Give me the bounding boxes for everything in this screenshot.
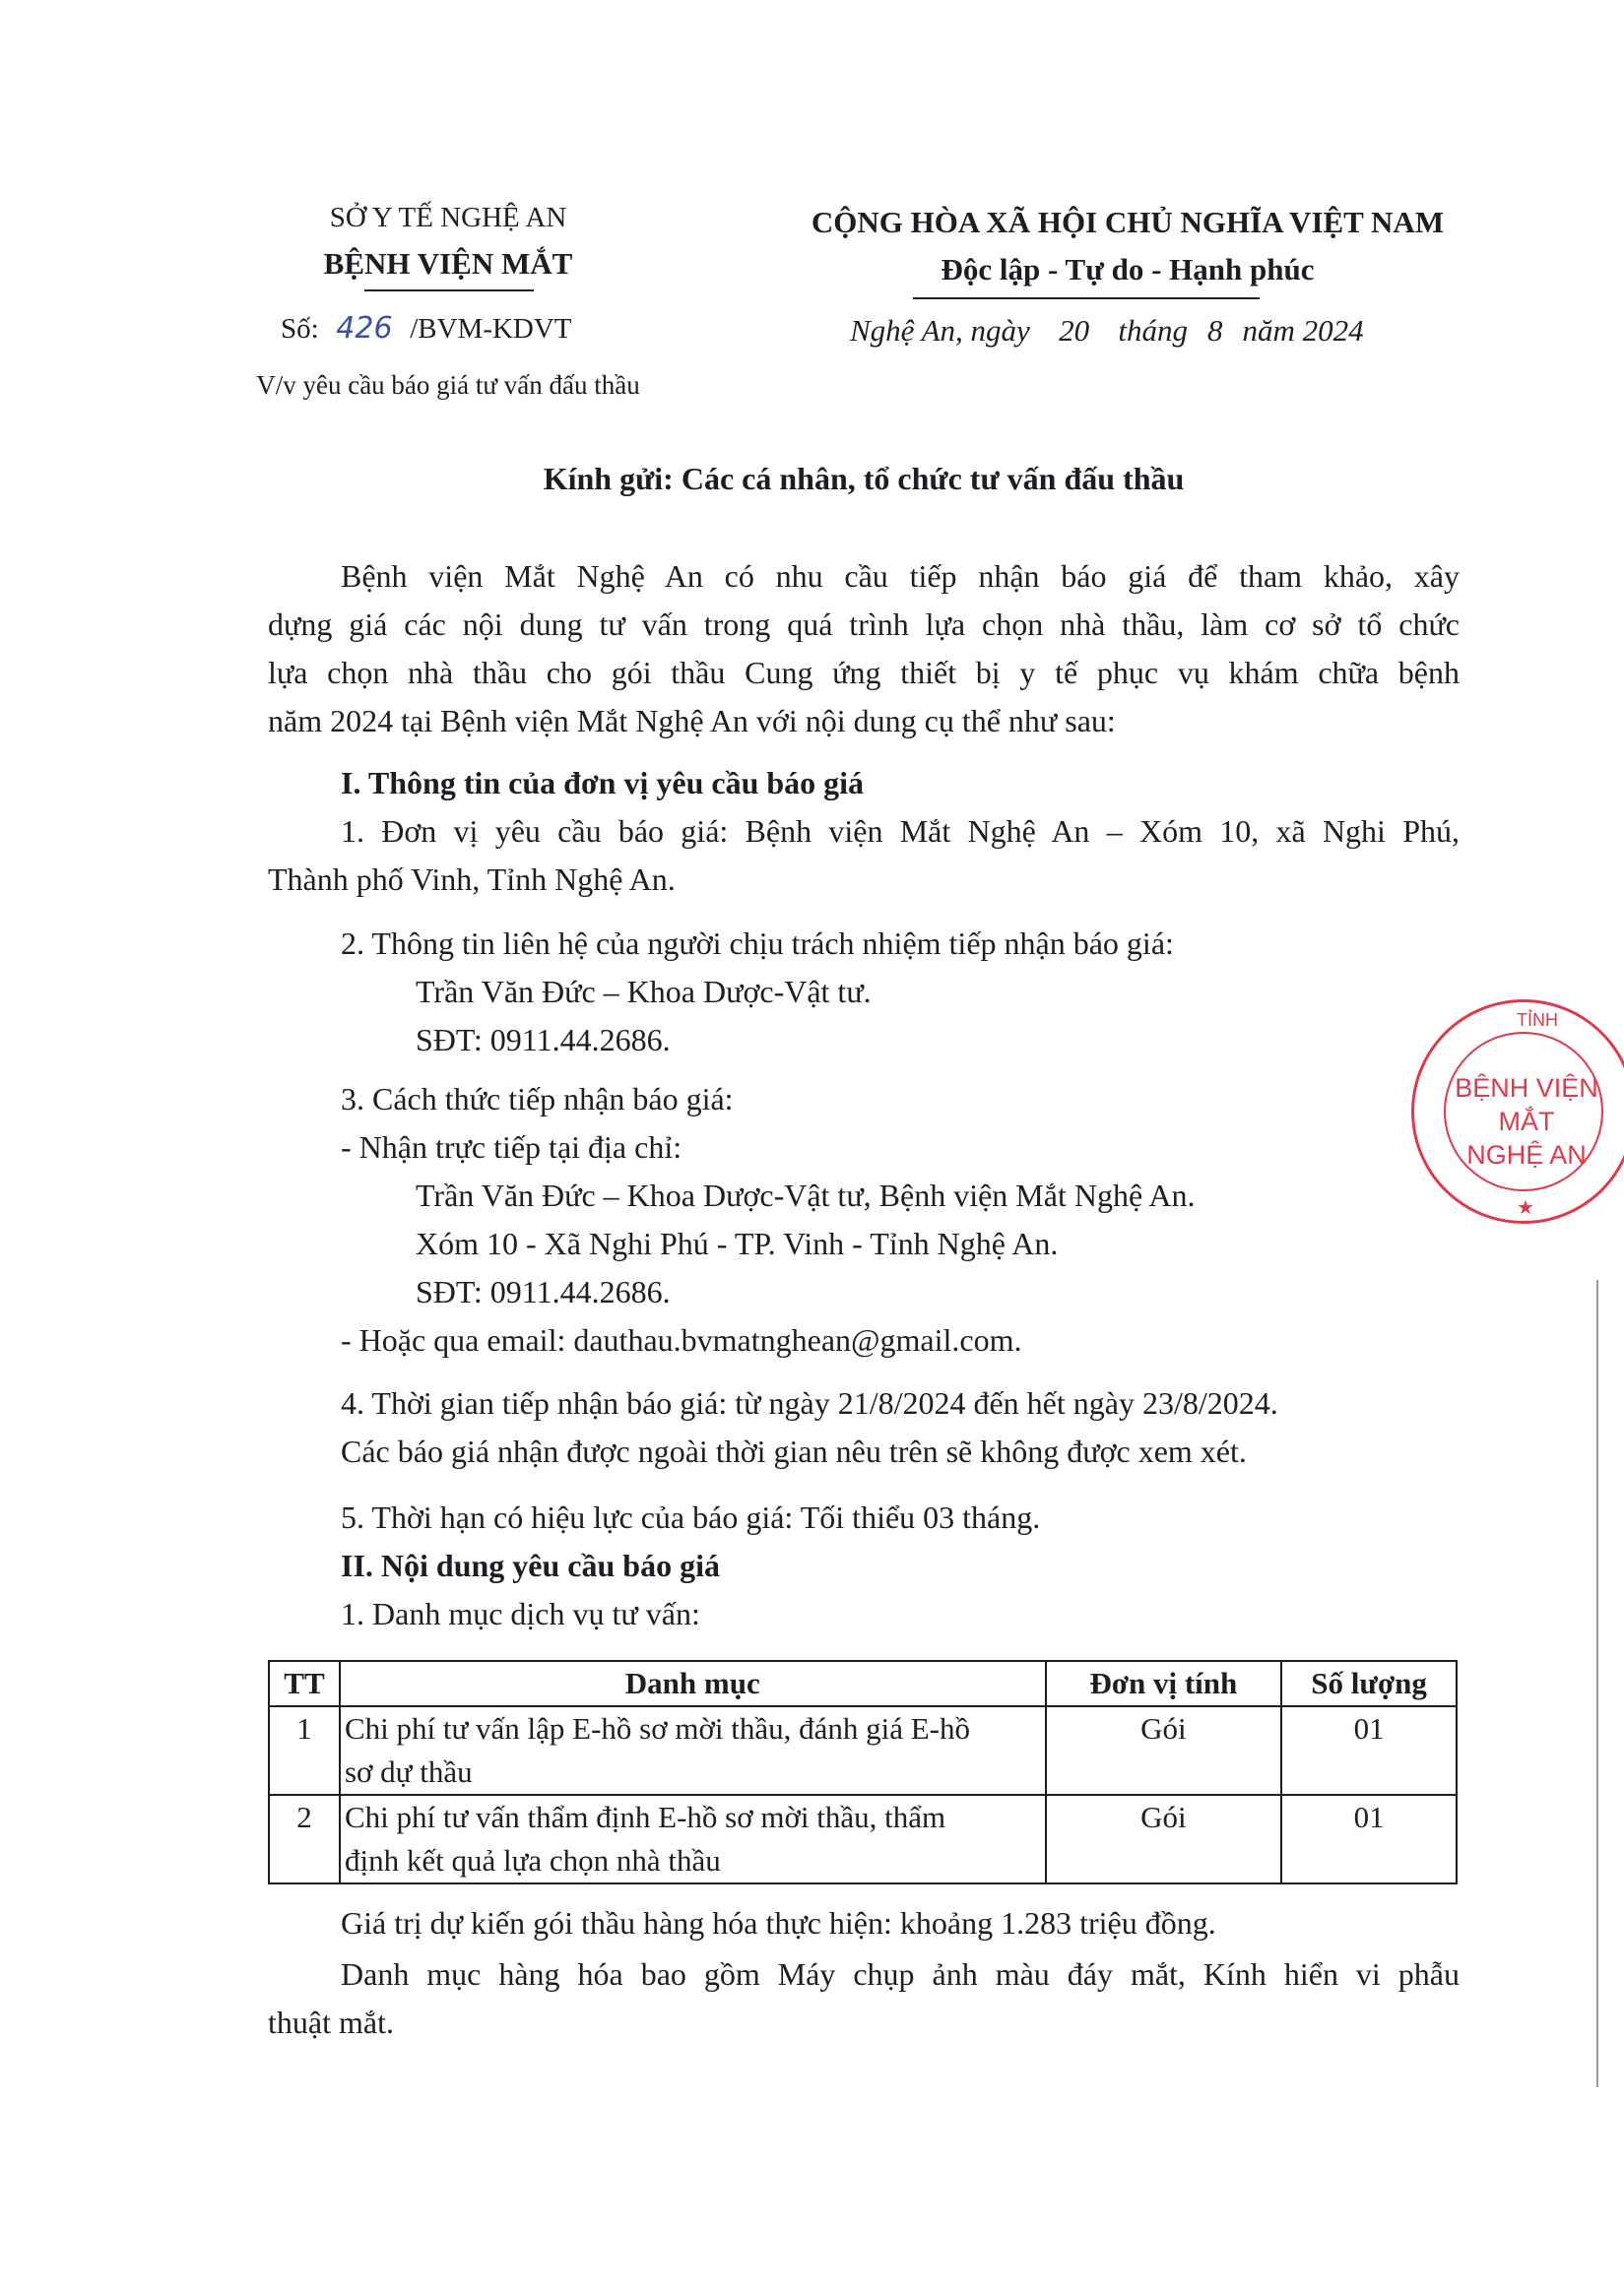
row-tt: 2: [269, 1795, 340, 1883]
receive-email: - Hoặc qua email: dauthau.bvmatnghean@gmail.com.: [341, 1322, 1022, 1358]
organization-name: BỆNH VIỆN MẮT: [323, 246, 573, 281]
package-value-note: Giá trị dự kiến gói thầu hàng hóa thực hiện: khoảng 1.283 triệu đồng.: [341, 1905, 1216, 1941]
document-number: [281, 311, 694, 346]
number-suffix: /BVM-KDVT: [410, 313, 572, 345]
national-motto: Độc lập - Tự do - Hạnh phúc: [941, 252, 1315, 287]
stamp-line-3: NGHỆ AN: [1466, 1140, 1587, 1170]
official-stamp: [1411, 999, 1624, 1224]
row-name-line-2: định kết quả lựa chọn nhà thầu: [344, 1843, 721, 1878]
section-2-heading: II. Nội dung yêu cầu báo giá: [341, 1548, 720, 1583]
section-1-heading: I. Thông tin của đơn vị yêu cầu báo giá: [341, 765, 865, 800]
number-handwritten: 426: [336, 311, 393, 346]
section-1-item-4-line-2: Các báo giá nhận được ngoài thời gian nêu trên sẽ không được xem xét.: [341, 1434, 1247, 1469]
stamp-top-text: TỈNH: [1517, 1010, 1558, 1030]
row-tt: 1: [269, 1706, 340, 1795]
document-subject: V/v yêu cầu báo giá tư vấn đấu thầu: [256, 370, 640, 400]
date-year-label: năm: [1242, 313, 1295, 348]
row-unit: Gói: [1046, 1795, 1282, 1883]
stamp-line-1: BỆNH VIỆN: [1455, 1073, 1598, 1103]
section-2-item-1: 1. Danh mục dịch vụ tư vấn:: [341, 1596, 700, 1631]
date-year: 2024: [1302, 313, 1364, 348]
contact-phone: SĐT: 0911.44.2686.: [416, 1022, 671, 1057]
intro-line-4: năm 2024 tại Bệnh viện Mắt Nghệ An với nội dung cụ thể như sau:: [268, 703, 1116, 738]
table-header-row: [269, 1661, 1457, 1706]
star-icon: ★: [1517, 1197, 1534, 1219]
row-name-line-2: sơ dự thầu: [344, 1754, 473, 1789]
date-day: 20: [1059, 313, 1090, 348]
header-don-vi: Đơn vị tính: [1046, 1661, 1282, 1706]
contact-name: Trần Văn Đức – Khoa Dược-Vật tư.: [416, 974, 872, 1009]
goods-paragraph: [268, 1950, 1460, 2047]
table-row: [269, 1706, 1457, 1795]
intro-line-1: Bệnh viện Mắt Nghệ An có nhu cầu tiếp nhận báo giá để tham khảo, xây: [341, 558, 1460, 594]
intro-paragraph: [268, 552, 1460, 745]
intro-line-3: lựa chọn nhà thầu cho gói thầu Cung ứng thiết bị y tế phục vụ khám chữa bệnh: [268, 655, 1460, 690]
date-month-label: tháng: [1118, 313, 1188, 348]
receive-address-1: Trần Văn Đức – Khoa Dược-Vật tư, Bệnh viện Mắt Nghệ An.: [416, 1178, 1196, 1213]
stamp-line-2: MẮT: [1498, 1107, 1555, 1136]
item1-line-2: Thành phố Vinh, Tỉnh Nghệ An.: [268, 861, 676, 897]
receive-direct: - Nhận trực tiếp tại địa chỉ:: [341, 1129, 682, 1165]
row-name: [340, 1795, 1046, 1883]
receive-phone: SĐT: 0911.44.2686.: [416, 1274, 671, 1309]
row-unit: Gói: [1046, 1706, 1282, 1795]
header-danh-muc: Danh mục: [340, 1661, 1046, 1706]
row-qty: 01: [1281, 1795, 1457, 1883]
goods-line-1: Danh mục hàng hóa bao gồm Máy chụp ảnh màu đáy mắt, Kính hiển vi phẫu: [341, 1956, 1460, 1992]
organization-underline: [364, 289, 534, 291]
scan-edge-line: [1596, 1280, 1598, 2087]
department-name: SỞ Y TẾ NGHỆ AN: [329, 202, 567, 233]
section-1-item-4-line-1: 4. Thời gian tiếp nhận báo giá: từ ngày 21/8/2024 đến hết ngày 23/8/2024.: [341, 1385, 1278, 1421]
number-prefix: Số:: [281, 313, 319, 345]
header-tt: TT: [269, 1661, 340, 1706]
section-1-item-3: 3. Cách thức tiếp nhận báo giá:: [341, 1081, 734, 1116]
section-1-item-1: [268, 807, 1460, 904]
service-table: [268, 1660, 1458, 1884]
item1-line-1: 1. Đơn vị yêu cầu báo giá: Bệnh viện Mắt Nghệ An – Xóm 10, xã Nghi Phú,: [341, 813, 1460, 849]
intro-line-2: dựng giá các nội dung tư vấn trong quá trình lựa chọn nhà thầu, làm cơ sở tổ chức: [268, 606, 1460, 642]
date-line: [850, 313, 1539, 349]
section-1-item-2: 2. Thông tin liên hệ của người chịu trách nhiệm tiếp nhận báo giá:: [341, 925, 1174, 961]
date-month: 8: [1206, 313, 1223, 348]
receive-address-2: Xóm 10 - Xã Nghi Phú - TP. Vinh - Tỉnh Nghệ An.: [416, 1226, 1059, 1261]
row-name: [340, 1706, 1046, 1795]
recipient-line: Kính gửi: Các cá nhân, tổ chức tư vấn đấu thầu: [543, 461, 1185, 496]
date-place: Nghệ An, ngày: [850, 313, 1030, 348]
table-row: [269, 1795, 1457, 1883]
motto-underline: [913, 297, 1260, 299]
goods-line-2: thuật mắt.: [268, 2005, 394, 2040]
row-qty: 01: [1281, 1706, 1457, 1795]
header-so-luong: Số lượng: [1281, 1661, 1457, 1706]
section-1-item-5: 5. Thời hạn có hiệu lực của báo giá: Tối thiểu 03 tháng.: [341, 1499, 1041, 1535]
row-name-line-1: Chi phí tư vấn thẩm định E-hồ sơ mời thầu, thẩm: [344, 1800, 946, 1834]
nation-title: CỘNG HÒA XÃ HỘI CHỦ NGHĨA VIỆT NAM: [811, 205, 1445, 239]
row-name-line-1: Chi phí tư vấn lập E-hồ sơ mời thầu, đánh giá E-hồ: [344, 1711, 970, 1746]
